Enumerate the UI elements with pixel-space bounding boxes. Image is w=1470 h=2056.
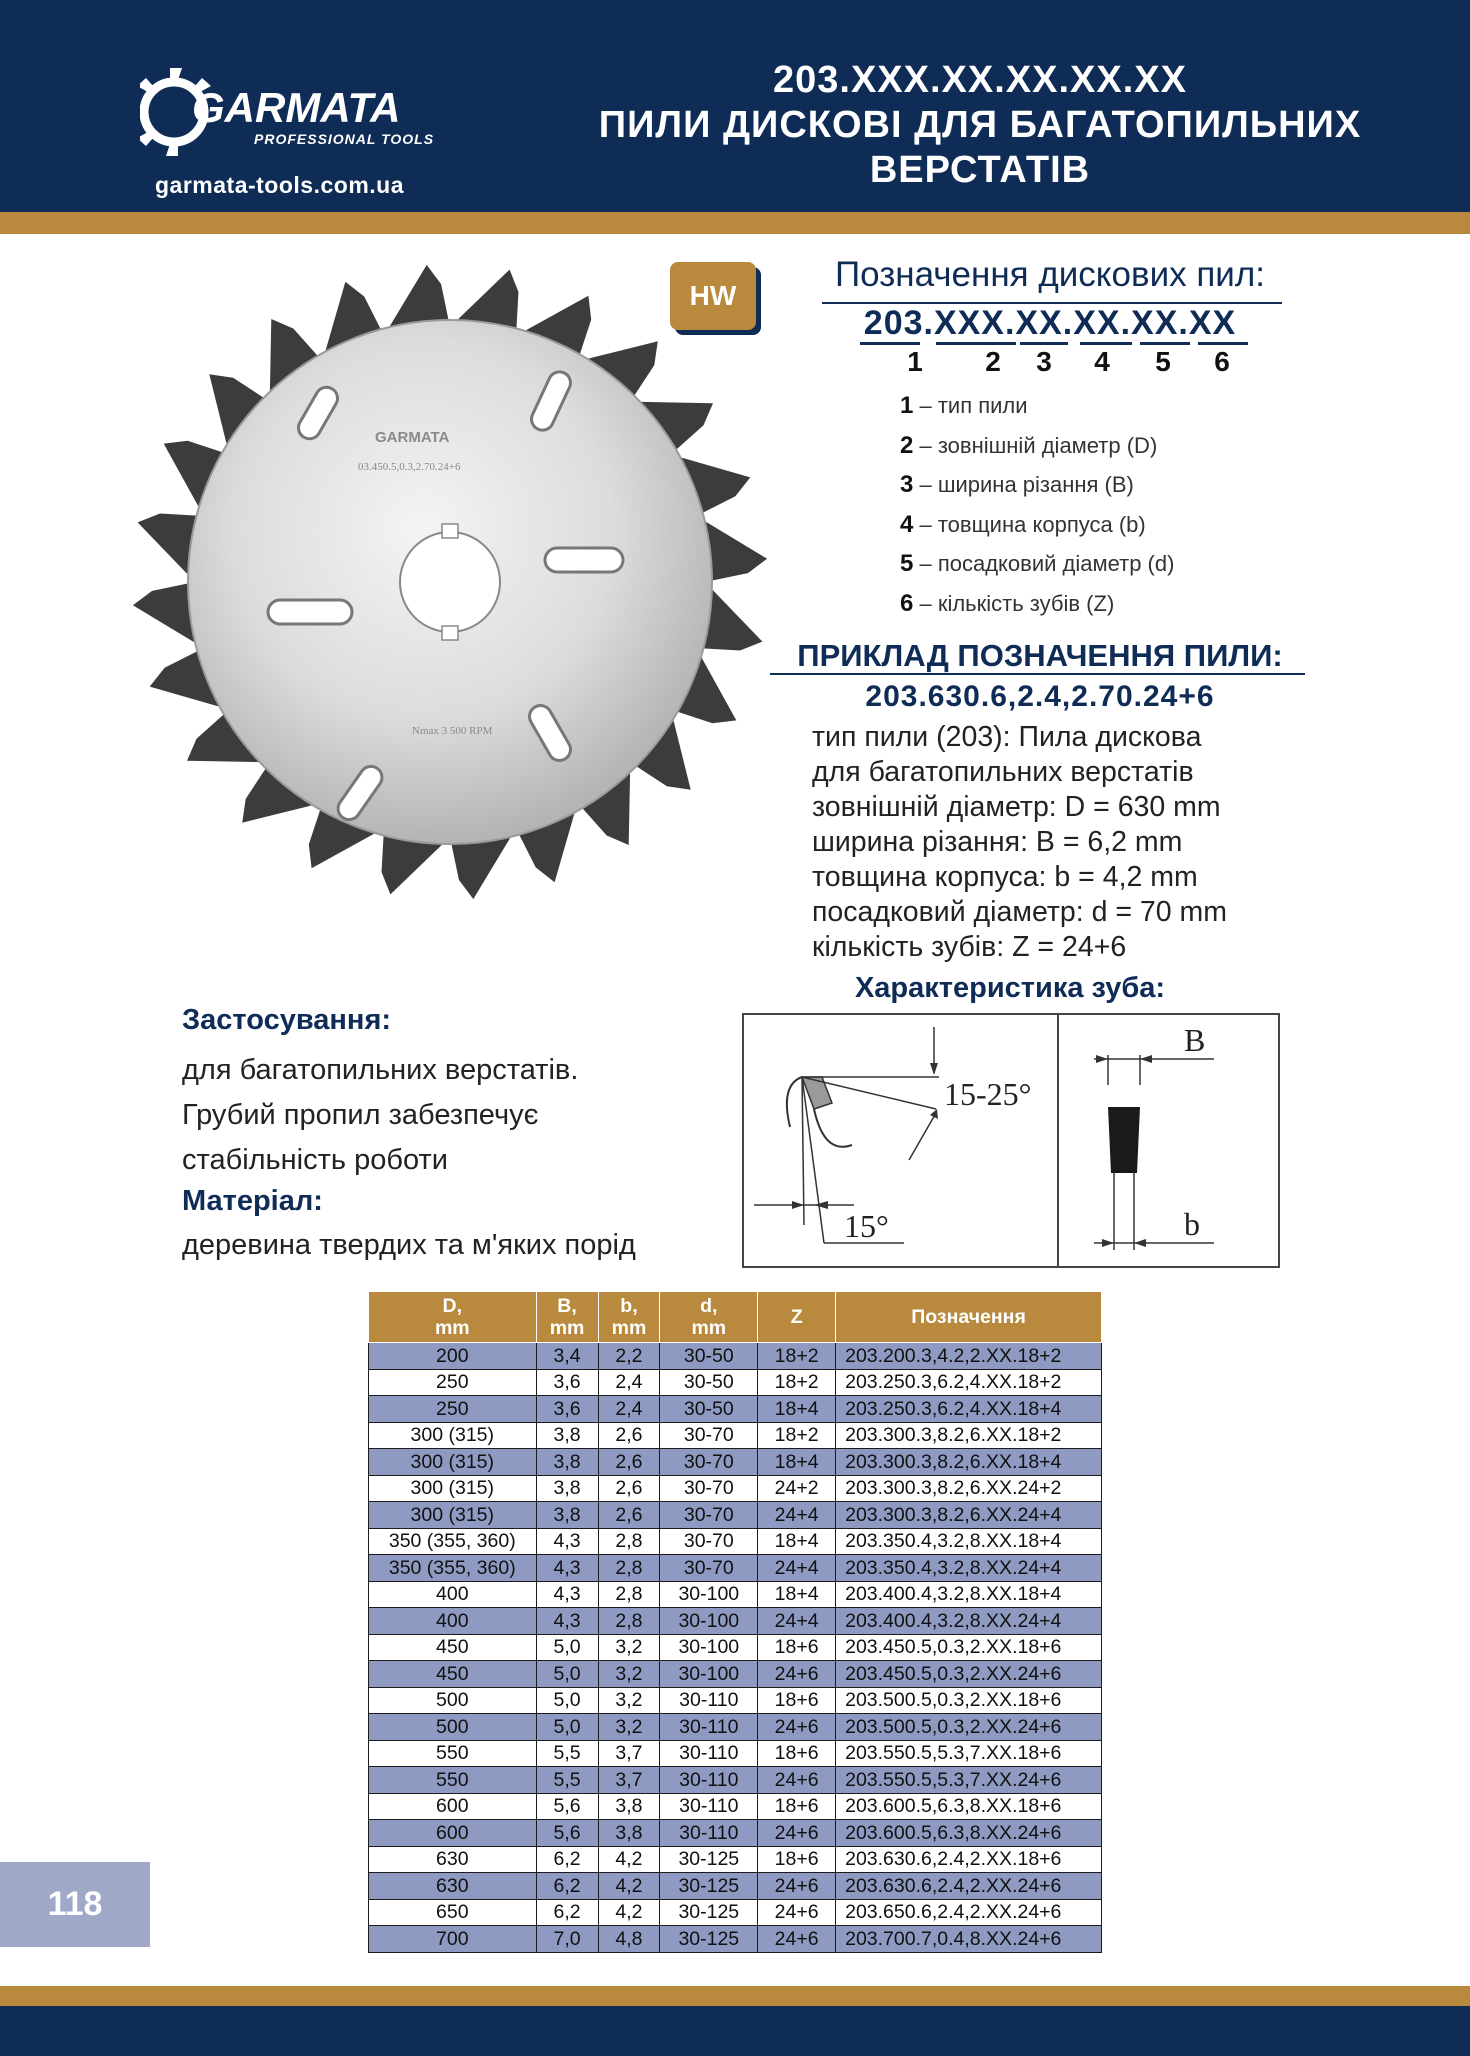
- table-cell: 5,6: [536, 1820, 598, 1847]
- table-cell: 203.400.4,3.2,8.XX.18+4: [836, 1581, 1102, 1608]
- table-cell: 400: [369, 1608, 537, 1635]
- table-cell: 30-110: [660, 1793, 758, 1820]
- table-cell: 500: [369, 1714, 537, 1741]
- table-row: [369, 1926, 1102, 1953]
- column-header-bore: d, mm: [660, 1292, 758, 1343]
- table-header-row: [369, 1292, 1102, 1343]
- column-header-designation: Позначення: [836, 1292, 1102, 1343]
- table-cell: 250: [369, 1369, 537, 1396]
- table-cell: 24+6: [758, 1873, 836, 1900]
- table-cell: 24+4: [758, 1502, 836, 1529]
- table-row: [369, 1634, 1102, 1661]
- table-cell: 3,8: [598, 1793, 660, 1820]
- segment-number: 5: [1155, 346, 1171, 377]
- header-accent-stripe: [0, 212, 1470, 234]
- spec-table: [368, 1291, 1102, 1953]
- table-cell: 30-110: [660, 1767, 758, 1794]
- table-cell: 24+6: [758, 1767, 836, 1794]
- table-cell: 30-50: [660, 1396, 758, 1423]
- table-cell: 30-70: [660, 1449, 758, 1476]
- segment-number: 2: [985, 346, 1001, 377]
- brand-name: GARMATA: [192, 84, 401, 131]
- table-cell: 203.550.5,5.3,7.XX.18+6: [836, 1740, 1102, 1767]
- table-cell: 18+6: [758, 1740, 836, 1767]
- tooth-angle-rake: 15-25°: [944, 1076, 1032, 1112]
- table-row: [369, 1793, 1102, 1820]
- usage-text: [182, 1048, 578, 1183]
- table-cell: 500: [369, 1687, 537, 1714]
- table-cell: 5,6: [536, 1793, 598, 1820]
- example-code: 203.630.6,2.4,2.70.24+6: [865, 680, 1215, 713]
- usage-line: для багатопильних верстатів.: [182, 1054, 579, 1086]
- table-cell: 3,2: [598, 1714, 660, 1741]
- table-cell: 18+4: [758, 1396, 836, 1423]
- table-cell: 24+2: [758, 1475, 836, 1502]
- table-cell: 203.250.3,6.2,4.XX.18+2: [836, 1369, 1102, 1396]
- table-cell: 2,8: [598, 1555, 660, 1582]
- table-row: [369, 1846, 1102, 1873]
- table-cell: 300 (315): [369, 1449, 537, 1476]
- legend-item: 2 – зовнішній діаметр (D): [900, 431, 1158, 459]
- table-cell: 18+2: [758, 1343, 836, 1370]
- table-row: [369, 1449, 1102, 1476]
- table-cell: 5,0: [536, 1687, 598, 1714]
- blade-logo: GARMATA: [375, 429, 450, 446]
- table-cell: 5,5: [536, 1767, 598, 1794]
- footer-bar: [0, 2006, 1470, 2056]
- table-cell: 5,0: [536, 1661, 598, 1688]
- table-row: [369, 1555, 1102, 1582]
- table-cell: 30-70: [660, 1555, 758, 1582]
- table-cell: 30-50: [660, 1369, 758, 1396]
- table-cell: 30-100: [660, 1634, 758, 1661]
- table-cell: 203.550.5,5.3,7.XX.24+6: [836, 1767, 1102, 1794]
- column-header-b-body: b, mm: [598, 1292, 660, 1343]
- table-cell: 2,2: [598, 1343, 660, 1370]
- table-cell: 2,8: [598, 1581, 660, 1608]
- table-cell: 5,0: [536, 1714, 598, 1741]
- table-cell: 30-125: [660, 1846, 758, 1873]
- table-cell: 3,2: [598, 1661, 660, 1688]
- table-row: [369, 1502, 1102, 1529]
- example-description: [812, 720, 1227, 965]
- table-cell: 650: [369, 1899, 537, 1926]
- table-row: [369, 1687, 1102, 1714]
- table-cell: 4,2: [598, 1873, 660, 1900]
- table-row: [369, 1740, 1102, 1767]
- table-cell: 200: [369, 1343, 537, 1370]
- table-cell: 7,0: [536, 1926, 598, 1953]
- table-cell: 18+2: [758, 1369, 836, 1396]
- legend-item: 4 – товщина корпуса (b): [900, 510, 1146, 538]
- table-cell: 6,2: [536, 1899, 598, 1926]
- table-cell: 2,6: [598, 1449, 660, 1476]
- designation-segment-numbers: [860, 346, 1240, 386]
- table-cell: 30-110: [660, 1740, 758, 1767]
- spec-table-body: [369, 1343, 1102, 1953]
- website-link[interactable]: garmata-tools.com.ua: [155, 172, 404, 198]
- table-cell: 550: [369, 1767, 537, 1794]
- table-cell: 630: [369, 1873, 537, 1900]
- table-cell: 203.350.4,3.2,8.XX.18+4: [836, 1528, 1102, 1555]
- brand-logo: [140, 64, 460, 159]
- table-cell: 30-110: [660, 1820, 758, 1847]
- table-row: [369, 1820, 1102, 1847]
- usage-line: стабільність роботи: [182, 1144, 448, 1176]
- table-row: [369, 1422, 1102, 1449]
- example-line: ширина різання: B = 6,2 mm: [812, 826, 1183, 858]
- example-line: зовнішній діаметр: D = 630 mm: [812, 791, 1221, 823]
- legend-item: 3 – ширина різання (B): [900, 471, 1134, 498]
- table-row: [369, 1369, 1102, 1396]
- table-row: [369, 1581, 1102, 1608]
- segment-underline: [936, 342, 1016, 345]
- table-cell: 6,2: [536, 1846, 598, 1873]
- table-cell: 30-70: [660, 1422, 758, 1449]
- table-cell: 30-100: [660, 1608, 758, 1635]
- table-cell: 203.300.3,8.2,6.XX.18+4: [836, 1449, 1102, 1476]
- table-cell: 24+6: [758, 1926, 836, 1953]
- table-cell: 3,7: [598, 1740, 660, 1767]
- table-cell: 2,6: [598, 1422, 660, 1449]
- table-cell: 203.300.3,8.2,6.XX.24+2: [836, 1475, 1102, 1502]
- saw-blade-image: [130, 262, 770, 902]
- table-cell: 203.300.3,8.2,6.XX.18+2: [836, 1422, 1102, 1449]
- table-cell: 4,2: [598, 1846, 660, 1873]
- table-cell: 24+4: [758, 1555, 836, 1582]
- tooth-title: Характеристика зуба:: [854, 972, 1166, 1004]
- example-line: тип пили (203): Пила дискова: [812, 721, 1202, 753]
- table-cell: 3,2: [598, 1634, 660, 1661]
- table-cell: 3,4: [536, 1343, 598, 1370]
- table-cell: 3,8: [536, 1449, 598, 1476]
- table-row: [369, 1873, 1102, 1900]
- table-cell: 30-125: [660, 1873, 758, 1900]
- example-title: ПРИКЛАД ПОЗНАЧЕННЯ ПИЛИ:: [797, 638, 1283, 673]
- table-cell: 300 (315): [369, 1422, 537, 1449]
- designation-code: 203.XXX.XX.XX.XX.XX: [863, 304, 1237, 342]
- segment-number: 1: [907, 346, 923, 377]
- segment-underline: [1080, 342, 1132, 345]
- table-cell: 203.350.4,3.2,8.XX.24+4: [836, 1555, 1102, 1582]
- table-cell: 250: [369, 1396, 537, 1423]
- table-cell: 450: [369, 1634, 537, 1661]
- hw-badge: HW: [670, 262, 756, 330]
- footer-accent-stripe: [0, 1986, 1470, 2006]
- table-row: [369, 1767, 1102, 1794]
- example-line: посадковий діаметр: d = 70 mm: [812, 896, 1228, 928]
- table-cell: 550: [369, 1740, 537, 1767]
- material-text: деревина твердих та м'яких порід: [182, 1229, 636, 1261]
- table-cell: 18+2: [758, 1422, 836, 1449]
- segment-underline: [1020, 342, 1068, 345]
- table-cell: 450: [369, 1661, 537, 1688]
- designation-legend: [900, 386, 1174, 623]
- tooth-label-width: B: [1184, 1022, 1206, 1058]
- brand-tagline: PROFESSIONAL TOOLS: [254, 131, 435, 147]
- table-cell: 203.650.6,2.4,2.XX.24+6: [836, 1899, 1102, 1926]
- table-cell: 203.200.3,4.2,2.XX.18+2: [836, 1343, 1102, 1370]
- table-cell: 203.600.5,6.3,8.XX.24+6: [836, 1820, 1102, 1847]
- table-cell: 203.630.6,2.4,2.XX.18+6: [836, 1846, 1102, 1873]
- table-cell: 350 (355, 360): [369, 1555, 537, 1582]
- table-cell: 4,3: [536, 1608, 598, 1635]
- table-cell: 600: [369, 1793, 537, 1820]
- table-cell: 203.600.5,6.3,8.XX.18+6: [836, 1793, 1102, 1820]
- table-cell: 4,2: [598, 1899, 660, 1926]
- legend-item: 1 – тип пили: [900, 392, 1028, 419]
- material-heading: Матеріал:: [182, 1185, 323, 1217]
- table-cell: 30-110: [660, 1687, 758, 1714]
- table-cell: 203.700.7,0.4,8.XX.24+6: [836, 1926, 1102, 1953]
- table-cell: 203.400.4,3.2,8.XX.24+4: [836, 1608, 1102, 1635]
- table-cell: 30-70: [660, 1502, 758, 1529]
- table-cell: 4,8: [598, 1926, 660, 1953]
- table-cell: 2,6: [598, 1475, 660, 1502]
- table-cell: 24+6: [758, 1820, 836, 1847]
- table-cell: 600: [369, 1820, 537, 1847]
- table-cell: 30-100: [660, 1661, 758, 1688]
- table-cell: 3,7: [598, 1767, 660, 1794]
- table-cell: 30-100: [660, 1581, 758, 1608]
- table-cell: 203.300.3,8.2,6.XX.24+4: [836, 1502, 1102, 1529]
- segment-number: 4: [1094, 346, 1110, 377]
- table-cell: 3,8: [536, 1502, 598, 1529]
- table-cell: 700: [369, 1926, 537, 1953]
- page-number: 118: [0, 1862, 150, 1947]
- table-cell: 30-125: [660, 1926, 758, 1953]
- table-cell: 30-50: [660, 1343, 758, 1370]
- example-underline: [770, 673, 1305, 675]
- table-cell: 30-110: [660, 1714, 758, 1741]
- table-cell: 24+6: [758, 1714, 836, 1741]
- table-cell: 203.450.5,0.3,2.XX.18+6: [836, 1634, 1102, 1661]
- tooth-angle-clearance: 15°: [844, 1208, 889, 1244]
- column-header-z: Z: [758, 1292, 836, 1343]
- table-cell: 5,0: [536, 1634, 598, 1661]
- table-cell: 4,3: [536, 1528, 598, 1555]
- table-cell: 3,2: [598, 1687, 660, 1714]
- table-cell: 5,5: [536, 1740, 598, 1767]
- table-cell: 2,8: [598, 1608, 660, 1635]
- table-row: [369, 1475, 1102, 1502]
- table-cell: 24+4: [758, 1608, 836, 1635]
- table-cell: 30-70: [660, 1528, 758, 1555]
- tooth-label-body: b: [1184, 1206, 1200, 1242]
- usage-line: Грубий пропил забезпечує: [182, 1099, 539, 1131]
- table-cell: 203.500.5,0.3,2.XX.24+6: [836, 1714, 1102, 1741]
- table-row: [369, 1661, 1102, 1688]
- table-cell: 300 (315): [369, 1475, 537, 1502]
- segment-number: 6: [1214, 346, 1230, 377]
- table-cell: 18+4: [758, 1528, 836, 1555]
- designation-title: Позначення дискових пил:: [835, 255, 1265, 294]
- usage-heading: Застосування:: [182, 1004, 392, 1036]
- table-cell: 630: [369, 1846, 537, 1873]
- table-cell: 3,8: [536, 1422, 598, 1449]
- table-row: [369, 1528, 1102, 1555]
- segment-number: 3: [1036, 346, 1052, 377]
- table-cell: 300 (315): [369, 1502, 537, 1529]
- table-cell: 18+6: [758, 1793, 836, 1820]
- title-code: 203.XXX.XX.XX.XX.XX: [773, 59, 1187, 101]
- example-line: товщина корпуса: b = 4,2 mm: [812, 861, 1198, 893]
- column-header-d: D, mm: [369, 1292, 537, 1343]
- table-cell: 24+6: [758, 1661, 836, 1688]
- table-cell: 24+6: [758, 1899, 836, 1926]
- table-cell: 6,2: [536, 1873, 598, 1900]
- example-line: кількість зубів: Z = 24+6: [812, 931, 1127, 963]
- tooth-diagram: [742, 1013, 1280, 1268]
- table-cell: 3,6: [536, 1396, 598, 1423]
- segment-underline: [1140, 342, 1190, 345]
- legend-item: 5 – посадковий діаметр (d): [900, 550, 1175, 577]
- blade-rpm: Nmax 3 500 RPM: [412, 725, 493, 737]
- tooth-diagram-drawing: [744, 1015, 1278, 1266]
- table-cell: 18+4: [758, 1581, 836, 1608]
- table-cell: 18+6: [758, 1687, 836, 1714]
- table-cell: 203.450.5,0.3,2.XX.24+6: [836, 1661, 1102, 1688]
- table-cell: 2,6: [598, 1502, 660, 1529]
- table-cell: 4,3: [536, 1555, 598, 1582]
- table-cell: 30-70: [660, 1475, 758, 1502]
- table-row: [369, 1396, 1102, 1423]
- table-cell: 203.500.5,0.3,2.XX.18+6: [836, 1687, 1102, 1714]
- table-cell: 2,8: [598, 1528, 660, 1555]
- title-line-2: ВЕРСТАТІВ: [869, 149, 1091, 191]
- table-cell: 2,4: [598, 1369, 660, 1396]
- column-header-b-width: B, mm: [536, 1292, 598, 1343]
- table-row: [369, 1714, 1102, 1741]
- table-cell: 18+6: [758, 1634, 836, 1661]
- table-cell: 3,8: [598, 1820, 660, 1847]
- table-cell: 3,8: [536, 1475, 598, 1502]
- table-cell: 18+4: [758, 1449, 836, 1476]
- title-line-1: ПИЛИ ДИСКОВІ ДЛЯ БАГАТОПИЛЬНИХ: [598, 104, 1362, 146]
- table-cell: 203.250.3,6.2,4.XX.18+4: [836, 1396, 1102, 1423]
- segment-underline: [860, 342, 920, 345]
- table-cell: 4,3: [536, 1581, 598, 1608]
- table-cell: 18+6: [758, 1846, 836, 1873]
- table-row: [369, 1899, 1102, 1926]
- table-cell: 400: [369, 1581, 537, 1608]
- table-row: [369, 1608, 1102, 1635]
- legend-item: 6 – кількість зубів (Z): [900, 589, 1115, 617]
- example-line: для багатопильних верстатів: [812, 756, 1194, 788]
- table-cell: 3,6: [536, 1369, 598, 1396]
- table-cell: 30-125: [660, 1899, 758, 1926]
- page-title: [540, 58, 1420, 193]
- segment-underline: [1198, 342, 1248, 345]
- blade-marking: 03.450.5,0.3,2.70.24+6: [358, 461, 461, 473]
- table-cell: 350 (355, 360): [369, 1528, 537, 1555]
- table-row: [369, 1343, 1102, 1370]
- table-cell: 203.630.6,2.4,2.XX.24+6: [836, 1873, 1102, 1900]
- table-cell: 2,4: [598, 1396, 660, 1423]
